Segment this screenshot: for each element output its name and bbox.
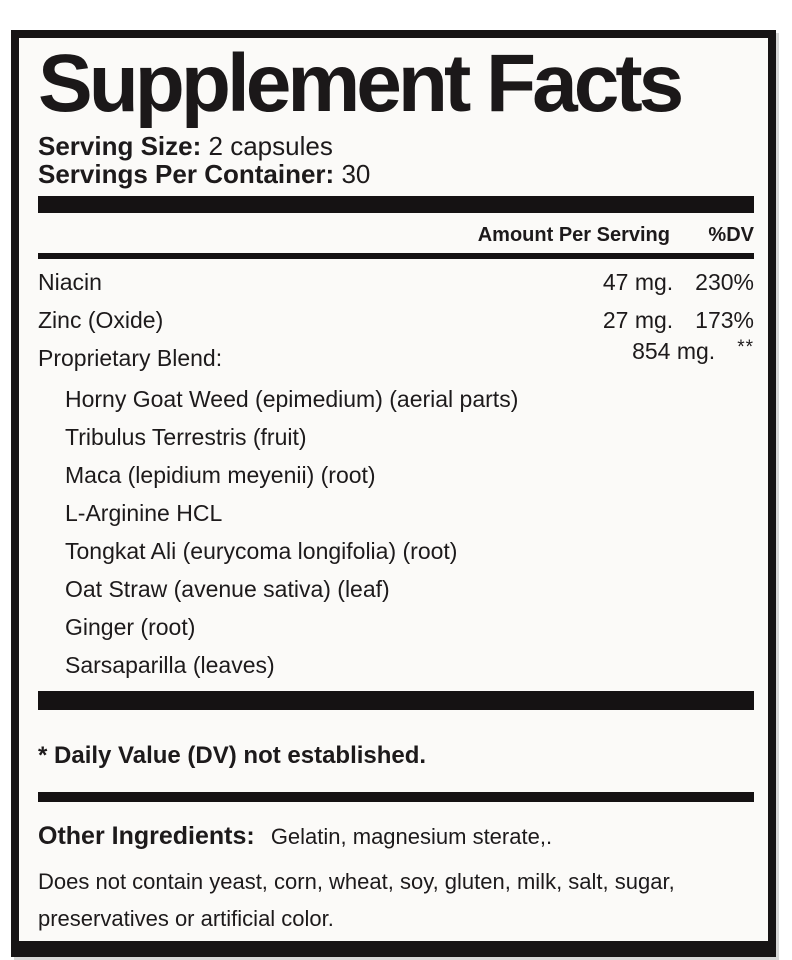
nutrient-dv: 173% [695,307,754,333]
nutrient-dv: 230% [695,269,754,295]
serving-size-label: Serving Size: [38,131,202,161]
nutrient-name: Niacin [38,269,102,295]
serving-size-line [38,132,754,160]
separator-bar-middle [38,691,754,710]
column-header-amount: Amount Per Serving [477,224,670,246]
nutrient-values [603,270,754,294]
nutrient-name: Proprietary Blend: [38,345,223,371]
disclaimer [38,863,754,937]
nutrient-name: Zinc (Oxide) [38,307,164,333]
nutrient-dv: ** [737,337,754,358]
servings-per-container-line [38,160,754,188]
serving-size-value: 2 capsules [208,131,333,161]
separator-bar-top [38,196,754,213]
daily-value-footnote: * Daily Value (DV) not established. [38,742,427,769]
nutrient-values [603,308,754,332]
other-ingredients-label: Other Ingredients: [38,822,255,850]
disclaimer-line: preservatives or artificial color. [38,906,334,931]
nutrient-row-niacin [38,270,754,294]
supplement-facts-panel [11,30,776,957]
header-rule [38,253,754,259]
nutrient-rows [38,270,754,677]
servings-per-container-label: Servings Per Container: [38,159,335,189]
nutrient-row-proprietary-blend [38,337,754,373]
serving-info [38,132,754,188]
blend-ingredient: L-Arginine HCL [65,500,223,526]
other-ingredients-line [38,822,754,851]
blend-ingredient: Sarsaparilla (leaves) [65,652,275,678]
nutrient-values [632,339,754,366]
blend-ingredient: Tongkat Ali (eurycoma longifolia) (root) [65,538,458,564]
blend-ingredient: Oat Straw (avenue sativa) (leaf) [65,576,390,602]
blend-ingredient: Horny Goat Weed (epimedium) (aerial parts) [65,386,519,412]
servings-per-container-value: 30 [341,159,371,189]
column-header-row [38,224,754,247]
nutrient-amount: 27 mg. [602,307,674,333]
blend-ingredient: Ginger (root) [65,614,196,640]
nutrient-row-zinc [38,308,754,332]
other-ingredients-value: Gelatin, magnesium sterate,. [270,824,553,849]
nutrient-amount: 47 mg. [602,269,674,295]
separator-bar-bottom [38,792,754,802]
nutrient-amount: 854 mg. [632,338,716,364]
column-header-dv: %DV [708,224,754,246]
blend-ingredient: Maca (lepidium meyenii) (root) [65,462,376,488]
blend-ingredient: Tribulus Terrestris (fruit) [65,424,307,450]
panel-title: Supplement Facts [38,38,681,129]
disclaimer-line: Does not contain yeast, corn, wheat, soy, gluten, milk, salt, sugar, [38,869,675,894]
